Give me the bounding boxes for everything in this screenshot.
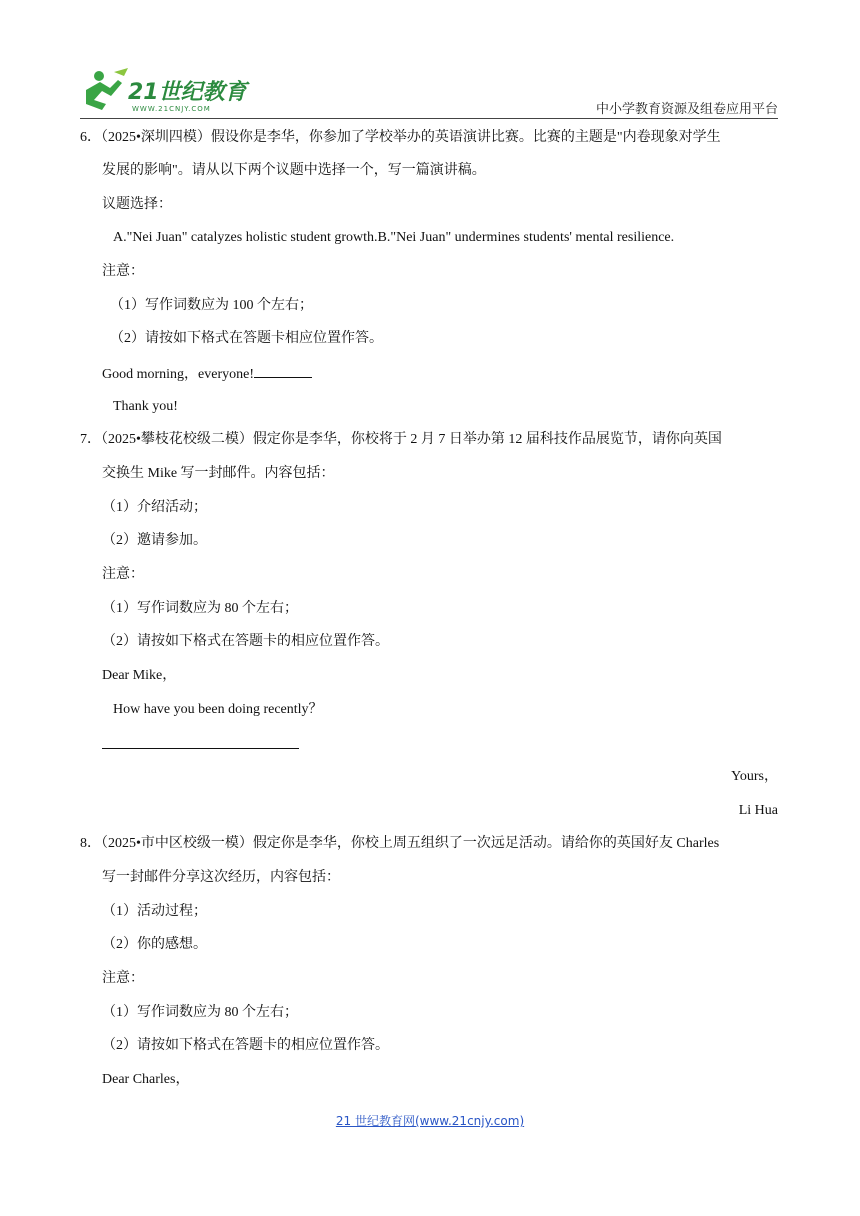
logo-subtext: WWW.21CNJY.COM xyxy=(132,105,211,113)
note-item-1: （1）写作词数应为 80 个左右； xyxy=(102,601,298,616)
footer-link[interactable]: 21 世纪教育网(www.21cnjy.com) xyxy=(335,1114,525,1128)
note-item-2: （2）请按如下格式在答题卡相应位置作答。 xyxy=(110,331,383,346)
letter-salutation: Dear Charles， xyxy=(102,1072,190,1087)
letter-opening: How have you been doing recently？ xyxy=(113,702,323,717)
question-6-line-1 xyxy=(80,128,721,148)
topic-choice-label: 议题选择： xyxy=(102,197,172,212)
question-6-line-2: 发展的影响"。请从以下两个议题中选择一个，写一篇演讲稿。 xyxy=(102,163,486,178)
note-label: 注意： xyxy=(102,264,144,279)
question-7-line-1 xyxy=(80,430,722,450)
content-item-1: （1）活动过程； xyxy=(102,904,207,919)
letter-sign-off: Yours， xyxy=(731,769,778,784)
content-item-2: （2）你的感想。 xyxy=(102,937,207,952)
page-header xyxy=(80,66,778,120)
question-number: 6． xyxy=(80,130,101,145)
speech-greeting: Good morning，everyone! xyxy=(102,363,312,385)
content-item-2: （2）邀请参加。 xyxy=(102,533,207,548)
note-label: 注意： xyxy=(102,567,144,582)
header-divider xyxy=(80,118,778,119)
note-item-1: （1）写作词数应为 100 个左右； xyxy=(110,298,313,313)
note-item-1: （1）写作词数应为 80 个左右； xyxy=(102,1005,298,1020)
answer-blank xyxy=(254,363,312,378)
speech-closing: Thank you! xyxy=(113,399,178,414)
21cnjy-logo xyxy=(80,66,250,116)
letter-salutation: Dear Mike， xyxy=(102,668,177,683)
note-item-2: （2）请按如下格式在答题卡的相应位置作答。 xyxy=(102,634,389,649)
question-6-prompt: （2025•深圳四模）假设你是李华，你参加了学校举办的英语演讲比赛。比赛的主题是"内卷现象对学生 xyxy=(101,130,721,145)
answer-blank-line xyxy=(102,748,299,749)
logo-text: 21世纪教育 xyxy=(128,80,247,105)
platform-name: 中小学教育资源及组卷应用平台 xyxy=(595,102,778,117)
question-8-prompt: （2025•市中区校级一模）假定你是李华，你校上周五组织了一次远足活动。请给你的英国好友 Charles xyxy=(101,836,720,851)
question-7-prompt: （2025•攀枝花校级二模）假定你是李华，你校将于 2 月 7 日举办第 12 届科技作品展览节，请你向英国 xyxy=(101,432,722,447)
question-8-line-2: 写一封邮件分享这次经历，内容包括： xyxy=(102,870,340,885)
note-label: 注意： xyxy=(102,971,144,986)
content-item-1: （1）介绍活动； xyxy=(102,500,207,515)
question-number: 8． xyxy=(80,836,101,851)
letter-signature: Li Hua xyxy=(738,803,778,818)
question-8-line-1 xyxy=(80,834,719,854)
topic-options: A."Nei Juan" catalyzes holistic student growth.B."Nei Juan" undermines students' mental resilience. xyxy=(113,230,675,245)
question-number: 7． xyxy=(80,432,101,447)
question-7-line-2: 交换生 Mike 写一封邮件。内容包括： xyxy=(102,466,335,481)
note-item-2: （2）请按如下格式在答题卡的相应位置作答。 xyxy=(102,1038,389,1053)
page-footer xyxy=(0,1112,860,1129)
